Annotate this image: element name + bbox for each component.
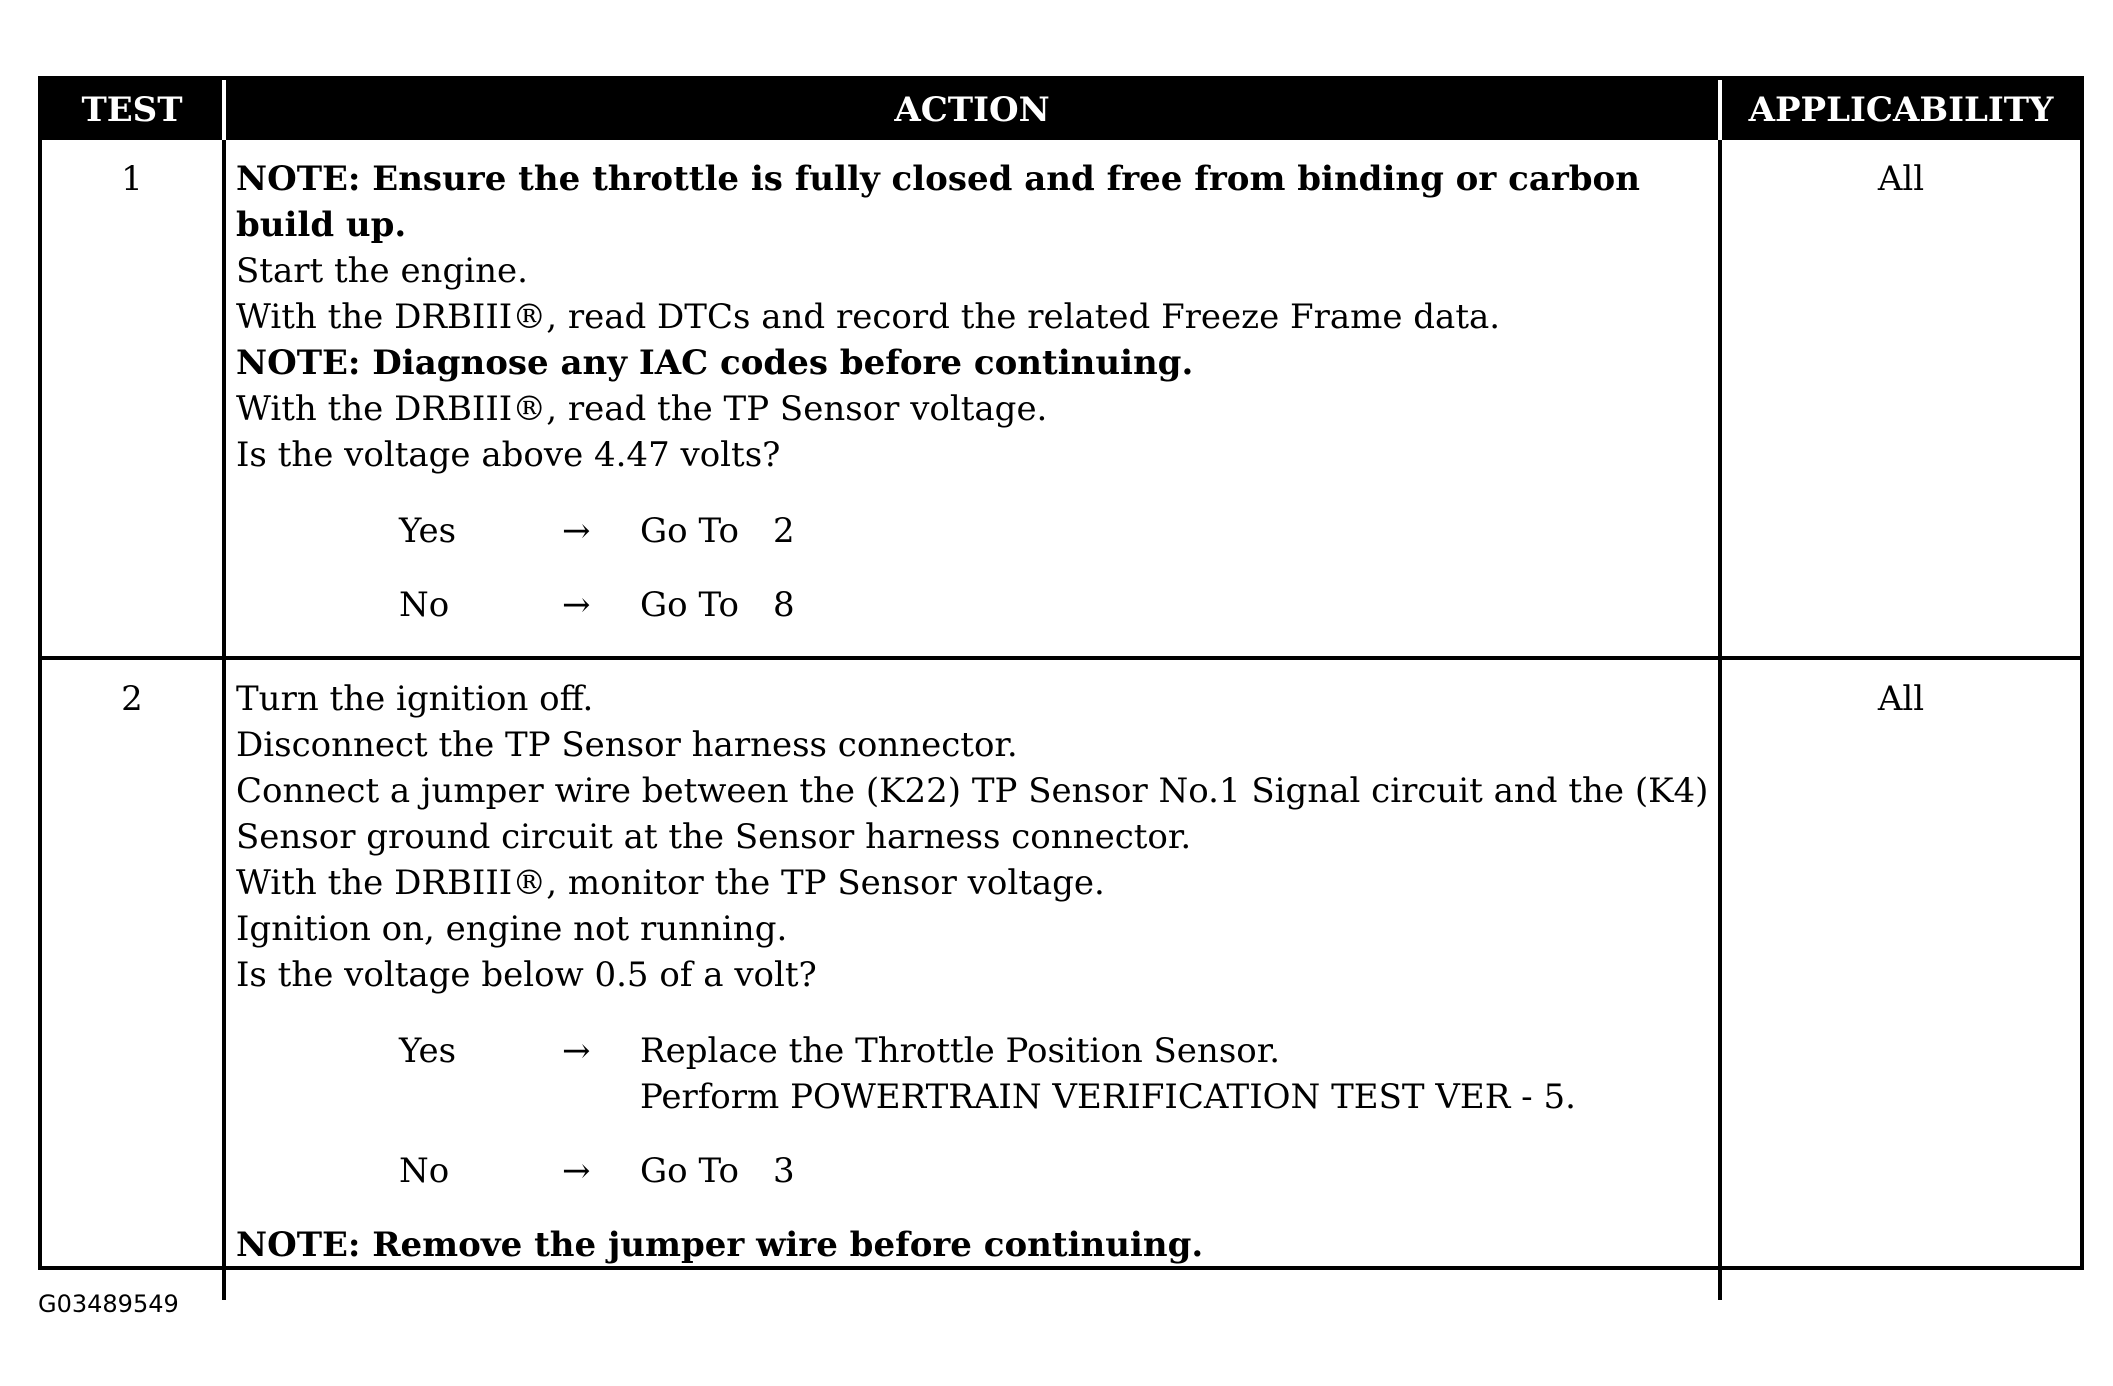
result-action-line: Perform POWERTRAIN VERIFICATION TEST VER - 5. (640, 1077, 1576, 1117)
step-text: Turn the ignition off. (236, 679, 594, 719)
result-label: No (399, 1151, 450, 1191)
header-applicability: APPLICABILITY (1720, 80, 2080, 140)
table-header-row (42, 80, 2080, 140)
test-number: 2 (42, 658, 224, 1300)
result-block (236, 508, 1708, 628)
figure-id: G03489549 (38, 1290, 179, 1318)
arrow-icon: → (562, 585, 591, 625)
header-action: ACTION (224, 80, 1720, 140)
note-text: NOTE: Remove the jumper wire before continuing. (236, 1225, 1204, 1265)
result-yes (399, 1028, 1708, 1120)
test-number: 1 (121, 159, 143, 199)
arrow-icon: → (562, 511, 591, 551)
table-row (42, 658, 2080, 1300)
result-block (236, 1028, 1708, 1194)
note-text: NOTE: Diagnose any IAC codes before continuing. (236, 343, 1194, 383)
table-row (42, 140, 2080, 658)
action-cell (224, 658, 1720, 1300)
result-action (640, 582, 1708, 628)
step-text: Connect a jumper wire between the (K22) TP Sensor No.1 Signal circuit and the (K4) (236, 771, 1709, 811)
applicability-value: All (1720, 658, 2080, 1300)
goto-target: 8 (772, 585, 795, 625)
goto-target: 3 (772, 1151, 795, 1191)
result-action-line: Replace the Throttle Position Sensor. (640, 1031, 1281, 1071)
goto-text: Go To (640, 1151, 739, 1191)
step-text: With the DRBIII®, read DTCs and record the related Freeze Frame data. (236, 297, 1501, 337)
step-text: Disconnect the TP Sensor harness connector. (236, 725, 1018, 765)
goto-text: Go To (640, 511, 739, 551)
step-text: With the DRBIII®, monitor the TP Sensor voltage. (236, 863, 1105, 903)
step-text: Start the engine. (236, 251, 528, 291)
result-label: No (399, 585, 450, 625)
result-yes (399, 508, 1708, 554)
result-action (640, 1028, 1708, 1120)
result-label: Yes (399, 511, 457, 551)
result-no (399, 582, 1708, 628)
question-text: Is the voltage below 0.5 of a volt? (236, 955, 817, 995)
arrow-icon: → (562, 1151, 591, 1191)
question-text: Is the voltage above 4.47 volts? (236, 435, 781, 475)
result-action (640, 508, 1708, 554)
result-action (640, 1148, 1708, 1194)
result-no (399, 1148, 1708, 1194)
applicability-value: All (1720, 140, 2080, 658)
step-text: Sensor ground circuit at the Sensor harness connector. (236, 817, 1192, 857)
goto-text: Go To (640, 585, 739, 625)
goto-target: 2 (772, 511, 795, 551)
arrow-icon: → (562, 1031, 591, 1071)
header-test: TEST (42, 80, 224, 140)
step-text: With the DRBIII®, read the TP Sensor voltage. (236, 389, 1048, 429)
diagnostic-table (42, 80, 2080, 1300)
step-text: Ignition on, engine not running. (236, 909, 788, 949)
diagnostic-table-frame (38, 76, 2084, 1270)
result-label: Yes (399, 1031, 457, 1071)
action-cell (224, 140, 1720, 658)
note-text: NOTE: Ensure the throttle is fully closed and free from binding or carbon build up. (236, 159, 1640, 245)
